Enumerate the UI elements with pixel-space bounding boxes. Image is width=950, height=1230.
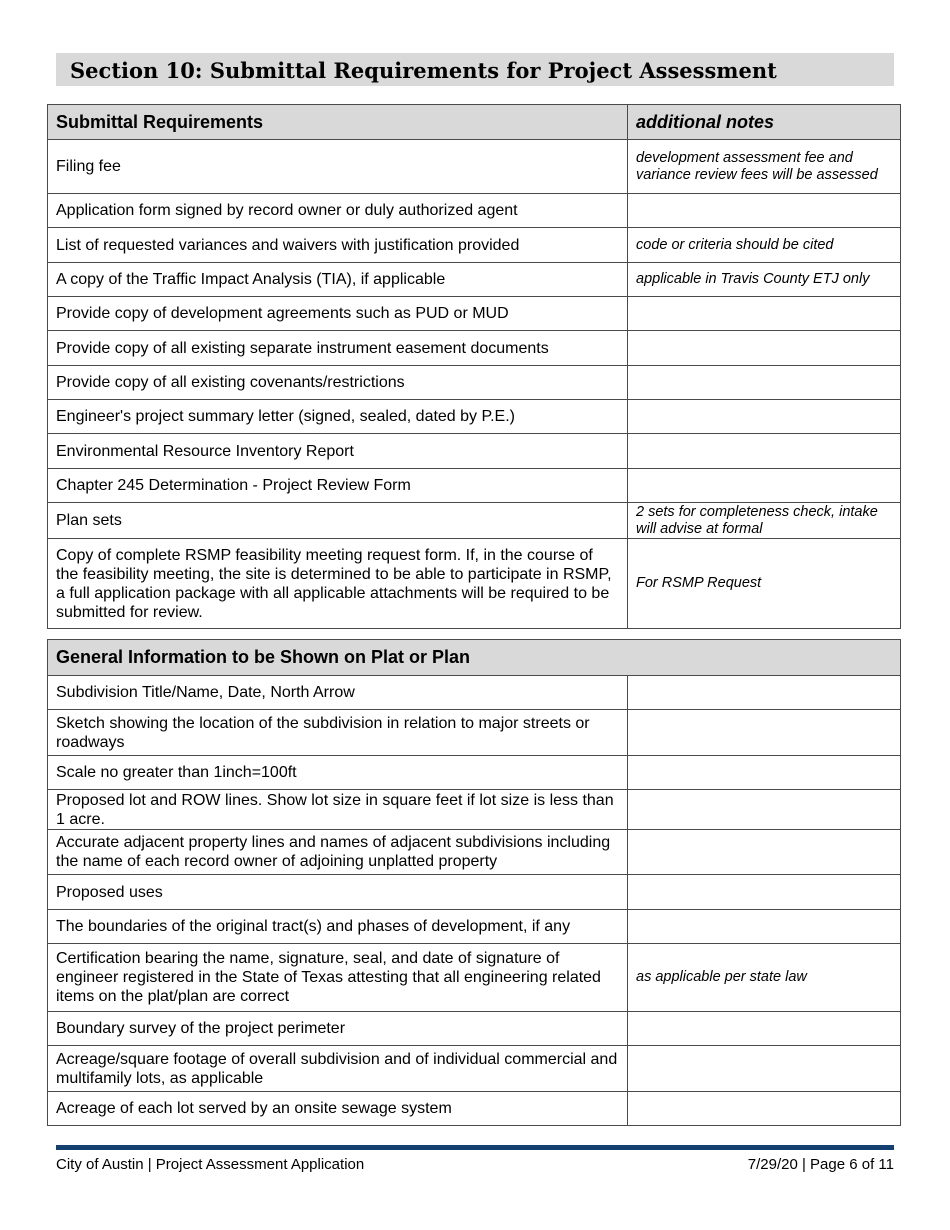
table-row bbox=[48, 469, 901, 503]
table-row bbox=[48, 1046, 901, 1092]
requirement-cell: Scale no greater than 1inch=100ft bbox=[48, 756, 628, 790]
table-row bbox=[48, 194, 901, 228]
table-row bbox=[48, 875, 901, 910]
requirement-cell: The boundaries of the original tract(s) and phases of development, if any bbox=[48, 910, 628, 944]
requirement-cell: Certification bearing the name, signature, seal, and date of signature of engineer registered in the State of Texas attesting that all engineering related items on the plat/plan are correct bbox=[48, 944, 628, 1012]
table-row bbox=[48, 944, 901, 1012]
requirement-cell: Proposed uses bbox=[48, 875, 628, 910]
table-row bbox=[48, 297, 901, 331]
requirement-cell: A copy of the Traffic Impact Analysis (TIA), if applicable bbox=[48, 263, 628, 297]
note-cell bbox=[628, 790, 901, 830]
note-cell: applicable in Travis County ETJ only bbox=[628, 263, 901, 297]
section-title: Section 10: Submittal Requirements for Project Assessment bbox=[56, 53, 894, 86]
column-header-notes: additional notes bbox=[628, 105, 901, 140]
note-cell bbox=[628, 1046, 901, 1092]
note-cell bbox=[628, 434, 901, 469]
requirement-cell: Proposed lot and ROW lines. Show lot size in square feet if lot size is less than 1 acre. bbox=[48, 790, 628, 830]
table-row bbox=[48, 539, 901, 629]
table-header-row bbox=[48, 640, 901, 676]
requirement-cell: Filing fee bbox=[48, 140, 628, 194]
table-row bbox=[48, 228, 901, 263]
requirement-cell: Sketch showing the location of the subdivision in relation to major streets or roadways bbox=[48, 710, 628, 756]
requirement-cell: Acreage/square footage of overall subdivision and of individual commercial and multifamily lots, as applicable bbox=[48, 1046, 628, 1092]
requirement-cell: Copy of complete RSMP feasibility meeting request form. If, in the course of the feasibility meeting, the site is determined to be able to participate in RSMP, a full application package with all applicable attachments will be required to be submitted for review. bbox=[48, 539, 628, 629]
submittal-requirements-table bbox=[47, 104, 901, 629]
table-row bbox=[48, 710, 901, 756]
table-row bbox=[48, 790, 901, 830]
requirement-cell: Provide copy of all existing separate instrument easement documents bbox=[48, 331, 628, 366]
table-row bbox=[48, 830, 901, 875]
table-row bbox=[48, 503, 901, 539]
note-cell bbox=[628, 830, 901, 875]
note-cell: 2 sets for completeness check, intake will advise at formal bbox=[628, 503, 901, 539]
note-cell bbox=[628, 1092, 901, 1126]
footer-document-title: City of Austin | Project Assessment Application bbox=[56, 1156, 365, 1173]
note-cell bbox=[628, 331, 901, 366]
note-cell bbox=[628, 710, 901, 756]
note-cell: development assessment fee and variance review fees will be assessed bbox=[628, 140, 901, 194]
note-cell bbox=[628, 756, 901, 790]
general-information-table bbox=[47, 639, 901, 1126]
note-cell bbox=[628, 366, 901, 400]
requirement-cell: Environmental Resource Inventory Report bbox=[48, 434, 628, 469]
note-cell bbox=[628, 875, 901, 910]
requirement-cell: Plan sets bbox=[48, 503, 628, 539]
requirement-cell: Accurate adjacent property lines and names of adjacent subdivisions including the name of each record owner of adjoining unplatted property bbox=[48, 830, 628, 875]
note-cell: code or criteria should be cited bbox=[628, 228, 901, 263]
table-row bbox=[48, 910, 901, 944]
table-row bbox=[48, 366, 901, 400]
note-cell bbox=[628, 910, 901, 944]
note-cell: For RSMP Request bbox=[628, 539, 901, 629]
table-row bbox=[48, 434, 901, 469]
note-cell: as applicable per state law bbox=[628, 944, 901, 1012]
column-header-requirements: Submittal Requirements bbox=[48, 105, 628, 140]
table-row bbox=[48, 140, 901, 194]
requirement-cell: Engineer's project summary letter (signed, sealed, dated by P.E.) bbox=[48, 400, 628, 434]
footer-date-page: 7/29/20 | Page 6 of 11 bbox=[747, 1156, 894, 1173]
requirement-cell: Application form signed by record owner or duly authorized agent bbox=[48, 194, 628, 228]
general-information-header: General Information to be Shown on Plat or Plan bbox=[48, 640, 901, 676]
note-cell bbox=[628, 297, 901, 331]
footer-divider bbox=[56, 1145, 894, 1150]
table-row bbox=[48, 331, 901, 366]
table-row bbox=[48, 676, 901, 710]
requirement-cell: List of requested variances and waivers with justification provided bbox=[48, 228, 628, 263]
table-row bbox=[48, 756, 901, 790]
note-cell bbox=[628, 400, 901, 434]
requirement-cell: Boundary survey of the project perimeter bbox=[48, 1012, 628, 1046]
table-row bbox=[48, 400, 901, 434]
note-cell bbox=[628, 194, 901, 228]
table-row bbox=[48, 263, 901, 297]
requirement-cell: Subdivision Title/Name, Date, North Arrow bbox=[48, 676, 628, 710]
table-row bbox=[48, 1092, 901, 1126]
requirement-cell: Provide copy of all existing covenants/restrictions bbox=[48, 366, 628, 400]
note-cell bbox=[628, 676, 901, 710]
requirement-cell: Chapter 245 Determination - Project Review Form bbox=[48, 469, 628, 503]
table-header-row bbox=[48, 105, 901, 140]
note-cell bbox=[628, 469, 901, 503]
table-row bbox=[48, 1012, 901, 1046]
requirement-cell: Acreage of each lot served by an onsite sewage system bbox=[48, 1092, 628, 1126]
requirement-cell: Provide copy of development agreements such as PUD or MUD bbox=[48, 297, 628, 331]
note-cell bbox=[628, 1012, 901, 1046]
